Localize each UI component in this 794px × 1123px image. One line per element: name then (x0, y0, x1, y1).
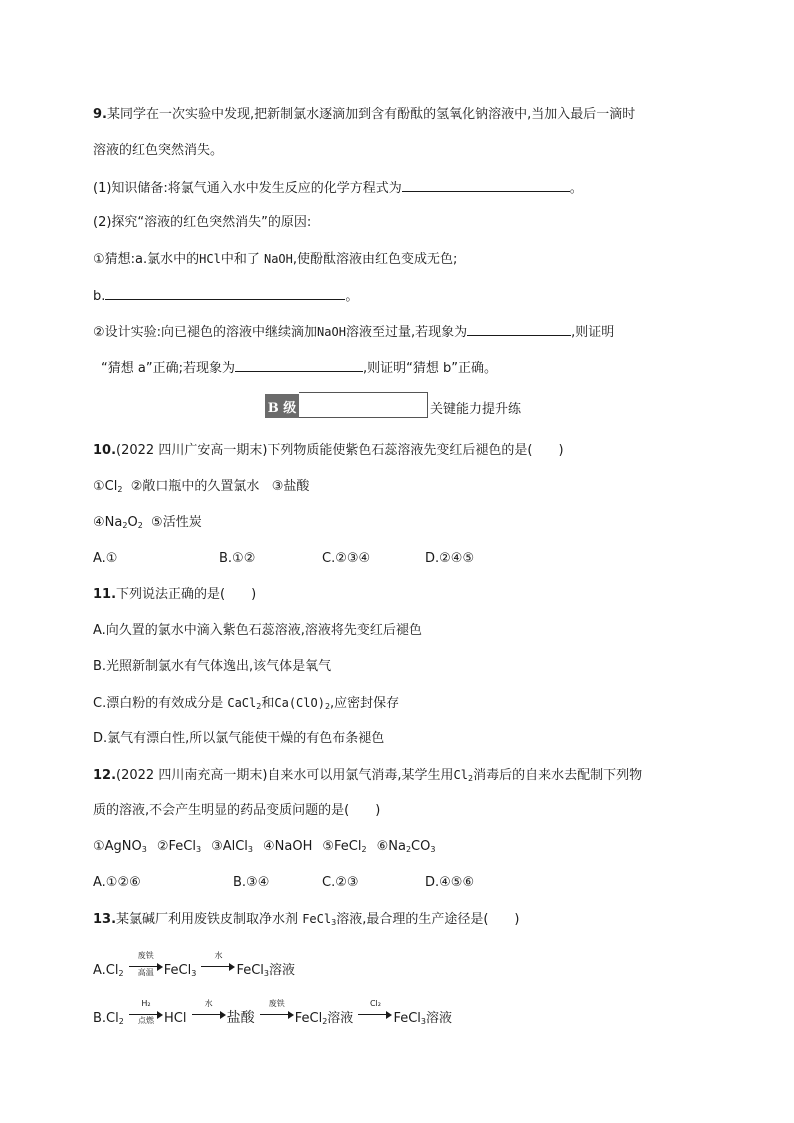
question-number: 11. (93, 587, 117, 602)
q11-c-formula1: CaCl (227, 696, 257, 710)
q12-stem-cl-sub: 2 (467, 774, 474, 783)
q12-items (93, 838, 445, 856)
q11-option-a[interactable]: A.向久置的氯水中滴入紫色石蕊溶液,溶液将先变红后褪色 (93, 623, 422, 638)
q13-b-arrow4-above: Cl₂ (369, 999, 381, 1008)
q9-guess-b (93, 286, 358, 306)
section-title: 关键能力提升练 (430, 402, 522, 417)
section-header (265, 392, 521, 418)
q11-c-suffix: ,应密封保存 (330, 696, 400, 711)
section-badge-box (299, 392, 428, 418)
q9-stem-line2: 溶液的红色突然消失。 (93, 143, 224, 158)
q13-b-fecl3-sub: 3 (420, 1017, 427, 1026)
q10-option-b[interactable]: B.①② (219, 551, 256, 566)
q10-item-4-sub2: 2 (137, 521, 143, 530)
q12-stem-line1 (93, 766, 642, 785)
q13-b-arrow2-above: 水 (204, 999, 213, 1008)
q12-stem-suffix: 消毒后的自来水去配制下列物 (473, 768, 643, 783)
q9-guess-mid: 中和了 (220, 252, 260, 267)
q9-design2-a: “猜想 a”正确;若现象为 (101, 361, 235, 376)
q9-design-blank-b[interactable] (235, 358, 363, 372)
q12-option-c[interactable]: C.②③ (322, 875, 359, 890)
q13-b-fecl3: FeCl (393, 1011, 421, 1026)
question-number: 10. (93, 443, 117, 458)
q10-item-2: ②敞口瓶中的久置氯水 (130, 479, 260, 494)
q13-stem-formula: FeCl (302, 912, 332, 926)
reaction-arrow-icon (358, 999, 392, 1022)
q13-a-end-text: 溶液 (269, 963, 296, 978)
q12-stem-prefix: 12.(2022 四川南充高一期末)自来水可以用氯气消毒,某学生用 (93, 768, 454, 783)
q13-b-sol1: 溶液 (327, 1011, 354, 1026)
q13-a-arrow2-above: 水 (214, 951, 223, 960)
q13-stem-prefix: 13.某氯碱厂利用废铁皮制取净水剂 (93, 912, 299, 927)
reaction-arrow-icon (192, 999, 226, 1022)
q13-stem-formula-sub: 3 (331, 918, 337, 927)
q10-item-1: ①Cl (93, 479, 118, 494)
q10-option-c[interactable]: C.②③④ (322, 551, 371, 566)
reaction-arrow-icon (260, 999, 294, 1022)
q9-design-prefix: ②设计实验:向已褪色的溶液中继续滴加 (93, 325, 318, 340)
q13-a-sub: 2 (118, 969, 124, 978)
q9-guess-naoh: NaOH (263, 252, 293, 266)
q13-b-fecl2-sub: 2 (322, 1017, 328, 1026)
reaction-arrow-icon (201, 951, 235, 974)
q9-design-line1 (93, 322, 614, 342)
q13-a-mid: FeCl (163, 963, 192, 978)
q11-c-formula2-sub: 2 (324, 702, 331, 711)
q9-guess-b-label: b. (93, 289, 106, 304)
q10-option-a[interactable]: A.① (93, 551, 118, 566)
q10-option-d[interactable]: D.②④⑤ (425, 551, 475, 566)
q12-item: ④NaOH (263, 839, 313, 854)
q10-item-4-o: O (127, 515, 138, 530)
q9-guess-b-end: 。 (345, 289, 359, 304)
q11-c-and: 和 (261, 696, 275, 711)
q10-item-4: ④Na (93, 515, 123, 530)
q10-item-1-sub: 2 (117, 485, 123, 494)
q12-item: ⑤FeCl$_2$ (322, 839, 367, 854)
q9-guess-suffix: ,使酚酞溶液由红色变成无色; (292, 252, 458, 267)
q13-b-arrow3-above: 废铁 (268, 999, 285, 1008)
q12-item: ②FeCl$_3$ (156, 839, 202, 854)
q11-stem (93, 586, 256, 604)
q11-option-c[interactable] (93, 694, 399, 713)
q12-option-a[interactable]: A.①②⑥ (93, 875, 141, 890)
reaction-arrow-icon (129, 999, 163, 1025)
q9-part1-text: (1)知识储备:将氯气通入水中发生反应的化学方程式为 (93, 181, 402, 196)
q9-part1-blank[interactable] (402, 178, 570, 192)
q9-design-line2 (101, 358, 497, 378)
q9-design-mid: 溶液至过量,若现象为 (345, 325, 468, 340)
q11-c-formula2: Ca(ClO) (274, 696, 325, 710)
q13-a-end: FeCl (236, 963, 264, 978)
q9-guess-a (93, 250, 457, 269)
q9-guess-a-prefix: ①猜想:a.氯水中的 (93, 252, 200, 267)
q9-part1-end: 。 (569, 181, 583, 196)
q13-a-arrow1-below: 高温 (137, 968, 154, 977)
q11-option-b[interactable]: B.光照新制氯水有气体逸出,该气体是氧气 (93, 659, 332, 674)
q11-option-d[interactable]: D.氯气有漂白性,所以氯气能使干燥的有色布条褪色 (93, 731, 385, 746)
q10-items-line2 (93, 514, 202, 532)
q13-option-b[interactable] (93, 999, 453, 1028)
q12-stem-cl: Cl (453, 768, 468, 782)
q11-c-formula1-sub: 2 (256, 702, 262, 711)
q13-b-label: B.Cl (93, 1011, 119, 1026)
q13-b-fecl2: FeCl (294, 1011, 323, 1026)
q10-item-3: ③盐酸 (271, 479, 310, 494)
q12-option-b[interactable]: B.③④ (233, 875, 270, 890)
q13-a-label: A.Cl (93, 963, 119, 978)
q11-stem-text: 11.下列说法正确的是( ) (93, 587, 257, 602)
q13-stem (93, 910, 519, 929)
q9-design2-b: ,则证明“猜想 b”正确。 (362, 361, 497, 376)
q10-item-5: ⑤活性炭 (151, 515, 202, 530)
q13-option-a[interactable] (93, 951, 296, 980)
q12-item: ①AgNO$_3$ (93, 839, 147, 854)
q12-item: ③AlCl$_3$ (211, 839, 254, 854)
q13-b-arrow1-above: H₂ (141, 999, 151, 1008)
q9-design-naoh: NaOH (317, 325, 346, 339)
q13-b-sol2: 溶液 (426, 1011, 453, 1026)
q13-a-end-sub: 3 (263, 969, 269, 978)
q12-stem-line2: 质的溶液,不会产生明显的药品变质问题的是( ) (93, 803, 381, 818)
reaction-arrow-icon (129, 951, 163, 977)
q12-option-d[interactable]: D.④⑤⑥ (425, 875, 475, 890)
q11-c-prefix: C.漂白粉的有效成分是 (93, 696, 224, 711)
question-number: 13. (93, 912, 117, 927)
q13-a-mid-sub: 3 (191, 969, 197, 978)
q13-b-acid: 盐酸 (226, 1010, 255, 1026)
q13-a-arrow1-above: 废铁 (137, 951, 154, 960)
q9-stem-line1: 9.某同学在一次实验中发现,把新制氯水逐滴加到含有酚酞的氢氧化钠溶液中,当加入最后一滴时 (93, 107, 636, 122)
q12-item: $⑥Na_2CO_3$ (376, 839, 436, 854)
q13-b-sub: 2 (118, 1017, 124, 1026)
q13-stem-suffix: 溶液,最合理的生产途径是( ) (336, 912, 520, 927)
q10-item-4-sub1: 2 (122, 521, 128, 530)
section-badge: B 级 (265, 394, 299, 418)
q9-part1 (93, 178, 583, 198)
q9-part2: (2)探究“溶液的红色突然消失”的原因: (93, 215, 312, 230)
q13-b-arrow1-below: 点燃 (137, 1016, 154, 1025)
question-number: 9. (93, 107, 107, 122)
q13-b-hcl: HCl (163, 1011, 187, 1026)
q9-design-blank-a[interactable] (467, 322, 571, 336)
q9-guess-hcl: HCl (199, 252, 221, 266)
q9-guess-b-blank[interactable] (105, 286, 345, 300)
q9-design-suffix: ,则证明 (571, 325, 615, 340)
question-number: 12. (93, 768, 117, 783)
q10-stem-text: 10.(2022 四川广安高一期末)下列物质能使紫色石蕊溶液先变红后褪色的是( ) (93, 443, 564, 458)
q10-stem (93, 442, 564, 460)
q10-items-line1 (93, 478, 309, 496)
